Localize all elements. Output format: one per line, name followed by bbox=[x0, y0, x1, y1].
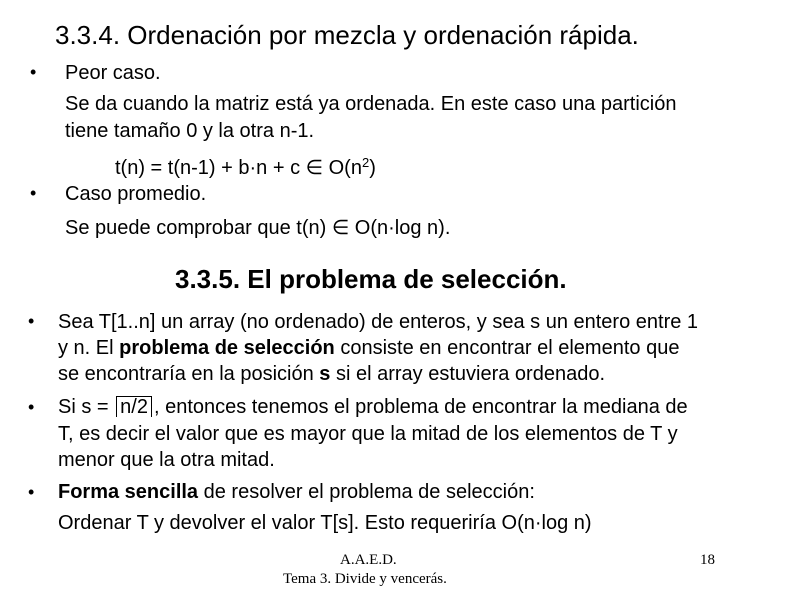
selection-def-line2: y n. El problema de selección consiste en encontrar el elemento que bbox=[58, 337, 680, 359]
footer-topic: Tema 3. Divide y vencerás. bbox=[283, 571, 447, 587]
selection-def-line1: Sea T[1..n] un array (no ordenado) de enteros, y sea s un entero entre 1 bbox=[58, 311, 699, 333]
section2-title: 3.3.5. El problema de selección. bbox=[175, 264, 567, 294]
bullet: • bbox=[30, 62, 37, 82]
average-case-line1: Se puede comprobar que t(n) ∈ O(n·log n). bbox=[65, 217, 451, 239]
median-line3: menor que la otra mitad. bbox=[58, 449, 275, 471]
median-line2: T, es decir el valor que es mayor que la mitad de los elementos de T y bbox=[58, 423, 678, 445]
footer-course: A.A.E.D. bbox=[340, 552, 397, 568]
worst-case-line1: Se da cuando la matriz está ya ordenada. En este caso una partición bbox=[65, 93, 677, 115]
page-number: 18 bbox=[700, 552, 715, 568]
worst-case-heading: Peor caso. bbox=[65, 62, 161, 84]
simple-way-line2: Ordenar T y devolver el valor T[s]. Esto requeriría O(n·log n) bbox=[58, 512, 592, 534]
median-line1: Si s = n/2 , entonces tenemos el problema de encontrar la mediana de bbox=[58, 396, 688, 418]
simple-way-line1: Forma sencilla de resolver el problema de selección: bbox=[58, 481, 535, 503]
worst-case-line2: tiene tamaño 0 y la otra n-1. bbox=[65, 120, 315, 142]
bullet: • bbox=[28, 397, 35, 417]
bullet: • bbox=[30, 183, 37, 203]
bullet: • bbox=[28, 482, 35, 502]
average-case-heading: Caso promedio. bbox=[65, 183, 207, 205]
bullet: • bbox=[28, 311, 35, 331]
section1-title: 3.3.4. Ordenación por mezcla y ordenación rápida. bbox=[55, 20, 639, 50]
ceiling-expression: n/2 bbox=[116, 396, 152, 417]
worst-case-formula: t(n) = t(n-1) + b·n + c ∈ $O(n^2)$ bbox=[115, 155, 376, 179]
selection-def-line3: se encontraría en la posición s si el array estuviera ordenado. bbox=[58, 363, 605, 385]
